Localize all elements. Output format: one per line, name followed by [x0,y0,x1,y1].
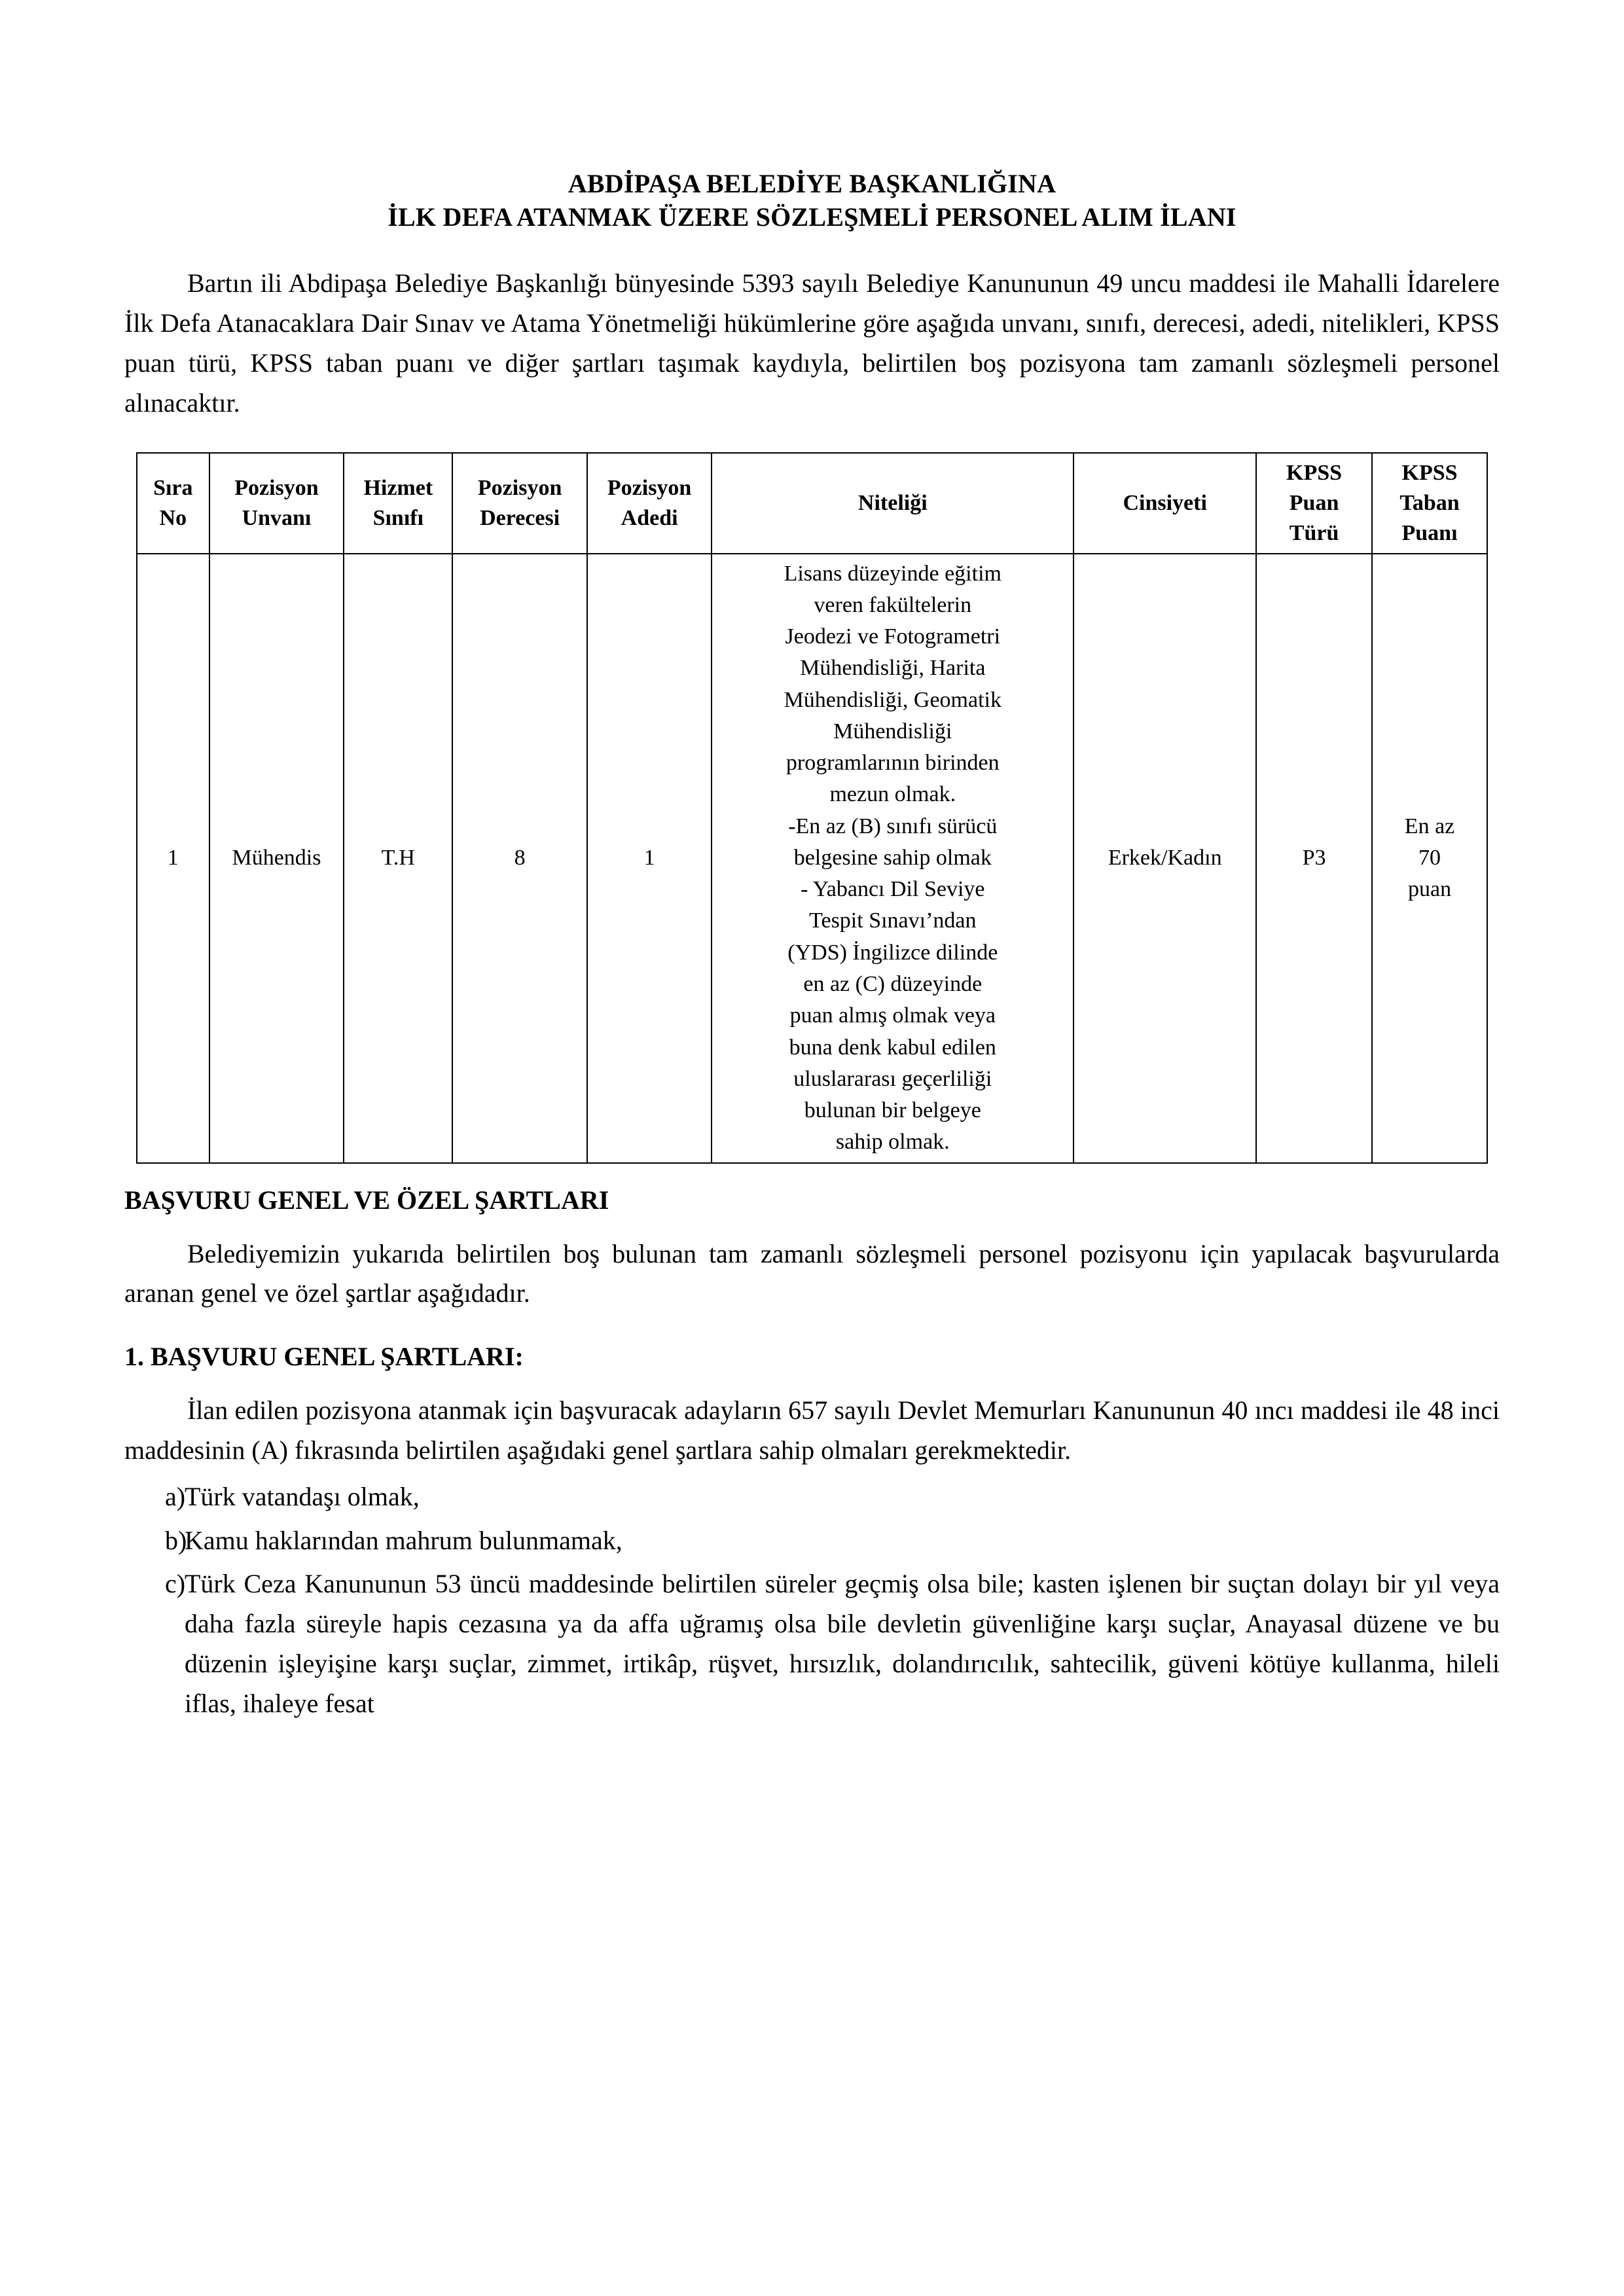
list-item-marker: a) [165,1481,186,1511]
heading-basvuru-genel-sartlari: 1. BAŞVURU GENEL ŞARTLARI: [124,1342,524,1372]
paragraph-basvuru-sartlari: Belediyemizin yukarıda belirtilen boş bulunan tam zamanlı sözleşmeli personel pozisyonu için yapılacak başvurularda aranan genel ve özel şartlar aşağıdadır. [124,1238,1500,1308]
cell-sira-no: 1 [137,554,209,1163]
column-header-pozisyon-adedi [587,453,712,554]
column-header-pozisyon-unvani [209,453,344,554]
cell-pozisyon-adedi: 1 [587,554,712,1163]
nitelik-line: Lisans düzeyinde eğitim [784,561,1001,586]
cell-kpss-puan-turu: P3 [1256,554,1372,1163]
nitelik-line: puan almış olmak veya [789,1003,996,1028]
header-text: Adedi [621,505,678,530]
nitelik-line: Mühendisliği, Geomatik [784,687,1001,712]
paragraph-genel-sartlar: İlan edilen pozisyona atanmak için başvuracak adayların 657 sayılı Devlet Memurları Kanununun 40 ıncı maddesi ile 48 inci maddesinin (A) fıkrasında belirtilen aşağıdaki genel şartlara sahip olmaları gerekmektedir. [124,1395,1500,1465]
header-text: Türü [1289,520,1339,545]
positions-table-body [137,554,1487,1163]
header-text: Pozisyon [234,475,319,500]
column-header-kpss-puan-turu [1256,453,1372,554]
nitelik-line: Jeodezi ve Fotogrametri [785,624,1001,649]
cell-kpss-taban-puani [1372,554,1487,1163]
genel-sartlar-list [124,1477,1500,1724]
column-header-kpss-taban-puani [1372,453,1487,554]
nitelik-line: (YDS) İngilizce dilinde [787,940,998,965]
header-text: No [159,505,187,530]
nitelik-line: bulunan bir belgeye [804,1098,981,1123]
column-header-niteligi [712,453,1074,554]
list-item-text: Türk Ceza Kanununun 53 üncü maddesinde belirtilen süreler geçmiş olsa bile; kasten işlenen bir suçtan dolayı bir yıl veya daha fazla süreyle hapis cezasına ya da affa uğramış olsa bile devletin güvenliğine karşı suçlar, Anayasal düzene ve bu düzenin işleyişine karşı suçlar, zimmet, irtikâp, rüşvet, hırsızlık, dolandırıcılık, sahtecilik, güveni kötüye kullanma, hileli iflas, ihaleye fesat [185,1569,1500,1718]
cell-pozisyon-unvani: Mühendis [209,554,344,1163]
nitelik-line: belgesine sahip olmak [793,845,992,870]
header-text: Puan [1289,490,1339,515]
nitelik-line: sahip olmak. [835,1130,950,1155]
list-item-marker: b) [165,1525,187,1555]
header-text: Sıra [153,475,193,500]
nitelik-line: Mühendisliği, Harita [800,656,986,681]
document-title-line-1: ABDİPAŞA BELEDİYE BAŞKANLIĞINA [568,169,1056,198]
header-text: Sınıfı [372,505,424,530]
kpss-taban-line: puan [1407,877,1452,902]
header-text: Taban [1399,490,1460,515]
positions-table-head [137,453,1487,554]
nitelik-line: Tespit Sınavı’ndan [809,908,977,933]
cell-pozisyon-derecesi: 8 [452,554,587,1163]
header-text: Cinsiyeti [1123,490,1207,515]
nitelik-line: mezun olmak. [829,782,956,807]
nitelik-line: veren fakültelerin [814,592,972,617]
header-text: Pozisyon [477,475,562,500]
nitelik-line: programlarının birinden [785,751,1000,776]
list-item [124,1521,1500,1561]
nitelik-line: buna denk kabul edilen [789,1035,996,1060]
document-title [124,167,1500,234]
nitelik-line: uluslararası geçerliliği [793,1066,992,1091]
positions-table [136,452,1488,1164]
header-text: KPSS [1286,460,1343,485]
nitelik-line: Mühendisliği [833,719,952,744]
header-text: Derecesi [480,505,560,530]
cell-hizmet-sinifi: T.H [344,554,452,1163]
table-row [137,554,1487,1163]
column-header-hizmet-sinifi [344,453,452,554]
positions-table-header-row [137,453,1487,554]
kpss-taban-line: 70 [1418,845,1441,870]
header-text: Unvanı [242,505,312,530]
column-header-pozisyon-derecesi [452,453,587,554]
header-text: Pozisyon [607,475,692,500]
header-text: Puanı [1401,520,1458,545]
list-item [124,1477,1500,1517]
column-header-sira-no [137,453,209,554]
header-text: Hizmet [363,475,433,500]
nitelik-line: -En az (B) sınıfı sürücü [788,814,998,838]
column-header-cinsiyeti [1074,453,1256,554]
header-text: Niteliği [857,490,928,515]
list-item-text: Kamu haklarından mahrum bulunmamak, [185,1525,623,1555]
list-item-text: Türk vatandaşı olmak, [185,1481,420,1511]
document-title-line-2: İLK DEFA ATANMAK ÜZERE SÖZLEŞMELİ PERSONEL ALIM İLANI [388,202,1236,232]
intro-paragraph: Bartın ili Abdipaşa Belediye Başkanlığı bünyesinde 5393 sayılı Belediye Kanununun 49 uncu maddesi ile Mahalli İdarelere İlk Defa Atanacaklara Dair Sınav ve Atama Yönetmeliği hükümlerine göre aşağıda unvanı, sınıfı, derecesi, adedi, nitelikleri, KPSS puan türü, KPSS taban puanı ve diğer şartları taşımak kaydıyla, belirtilen boş pozisyona tam zamanlı sözleşmeli personel alınacaktır. [124,268,1500,418]
header-text: KPSS [1401,460,1458,485]
list-item-marker: c) [165,1569,186,1599]
positions-table-wrapper [124,452,1500,1164]
cell-cinsiyeti: Erkek/Kadın [1074,554,1256,1163]
nitelik-line: - Yabancı Dil Seviye [801,877,985,902]
cell-niteligi [712,554,1074,1163]
nitelik-line: en az (C) düzeyinde [803,972,983,997]
heading-basvuru-genel-ve-ozel-sartlari: BAŞVURU GENEL VE ÖZEL ŞARTLARI [124,1185,609,1215]
kpss-taban-line: En az [1404,814,1455,838]
list-item [124,1564,1500,1723]
